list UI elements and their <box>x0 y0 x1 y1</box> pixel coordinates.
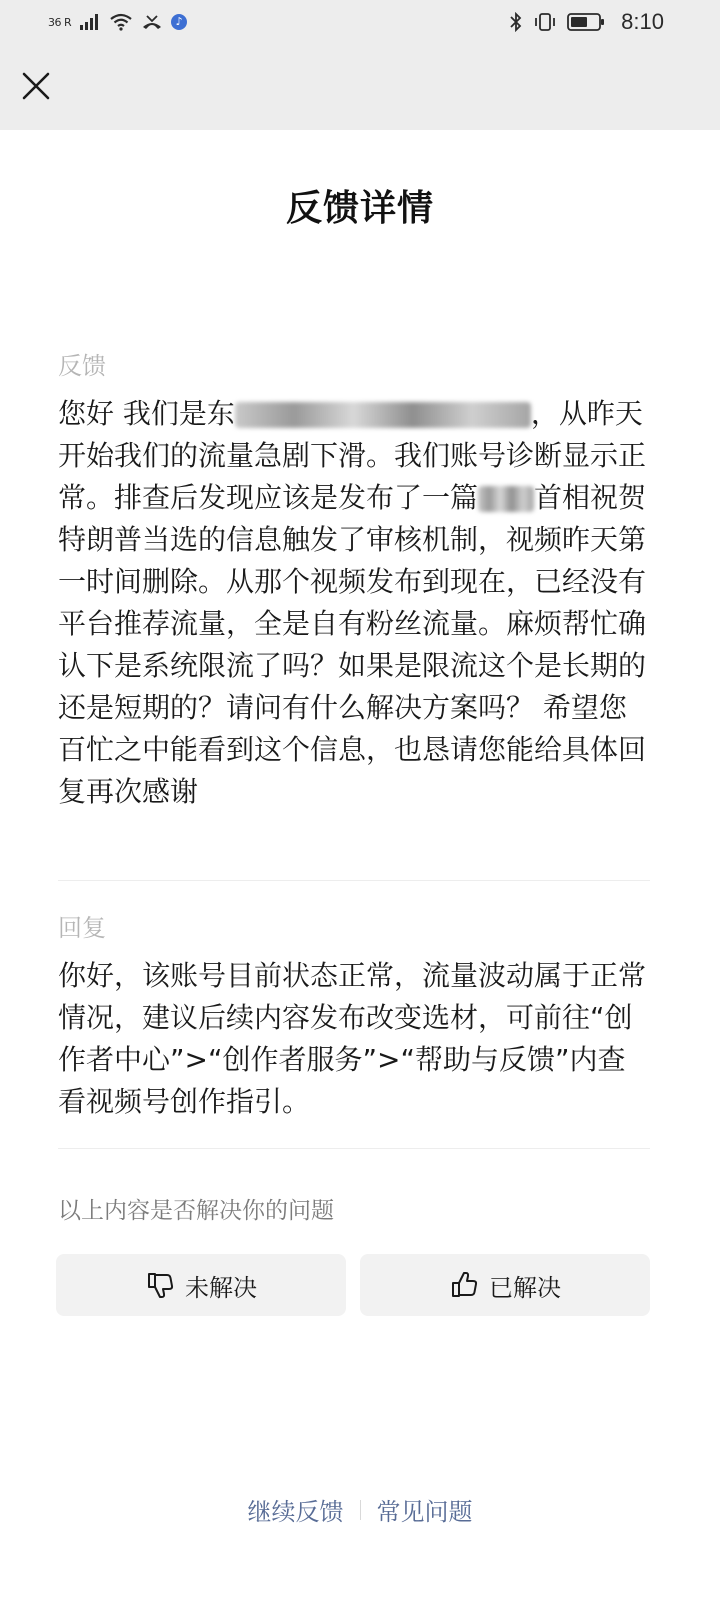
resolution-question: 以上内容是否解决你的问题 <box>58 1198 334 1224</box>
resolved-label: 已解决 <box>489 1273 561 1302</box>
status-left <box>48 8 187 36</box>
status-bar <box>0 0 720 44</box>
unresolved-button[interactable] <box>56 1254 346 1316</box>
reply-text: 你好，该账号目前状态正常，流量波动属于正常情况，建议后续内容发布改变选材，可前往“创作者中心”>“创作者服务”>“帮助与反馈”内查看视频号创作指引。 <box>58 959 647 1118</box>
feedback-text-part3: 首相祝贺特朗普当选的信息触发了审核机制，视频昨天第一时间删除。从那个视频发布到现在，已经没有平台推荐流量，全是自有粉丝流量。麻烦帮忙确认下是系统限流了吗？如果是限流这个是长期的还是短期的？请问有什么解决方案吗？ 希望您百忙之中能看到这个信息，也恳请您能给具体回复再次感谢 <box>58 481 647 808</box>
faq-link[interactable]: 常见问题 <box>376 1498 473 1526</box>
reply-section <box>58 908 650 1123</box>
feedback-text-part1: 您好 我们是东 <box>58 397 235 430</box>
feedback-text-part2: ，从昨天开始我们的流量急剧下滑。我们账号诊断显示正常。排查后发现应该是发布了一篇 <box>58 397 647 514</box>
feedback-section <box>58 346 650 813</box>
top-bar <box>0 0 720 130</box>
redacted-blur <box>235 402 531 428</box>
continue-feedback-link[interactable]: 继续反馈 <box>247 1498 344 1526</box>
divider <box>58 1148 650 1149</box>
missed-call-icon <box>141 13 163 31</box>
unresolved-label: 未解决 <box>185 1273 257 1302</box>
music-app-icon: ♪ <box>171 14 187 30</box>
thumbs-down-icon <box>145 1270 175 1300</box>
redacted-blur <box>478 486 534 512</box>
resolved-button[interactable] <box>360 1254 650 1316</box>
status-right <box>509 8 664 36</box>
signal-icon <box>79 13 101 31</box>
vibrate-icon <box>533 12 557 32</box>
close-button[interactable] <box>16 66 56 106</box>
close-icon <box>16 66 56 106</box>
divider <box>58 880 650 881</box>
thumbs-up-icon <box>449 1270 479 1300</box>
page-title: 反馈详情 <box>285 188 434 229</box>
network-label: 36 R <box>48 15 72 29</box>
status-time: 8:10 <box>621 9 664 34</box>
feedback-label: 反馈 <box>58 352 106 380</box>
footer-separator <box>360 1500 361 1520</box>
wifi-icon <box>109 13 133 31</box>
bluetooth-icon <box>509 12 523 32</box>
footer-links <box>0 1492 720 1527</box>
reply-label: 回复 <box>58 914 106 942</box>
feedback-text <box>58 393 650 813</box>
battery-icon <box>567 12 605 32</box>
